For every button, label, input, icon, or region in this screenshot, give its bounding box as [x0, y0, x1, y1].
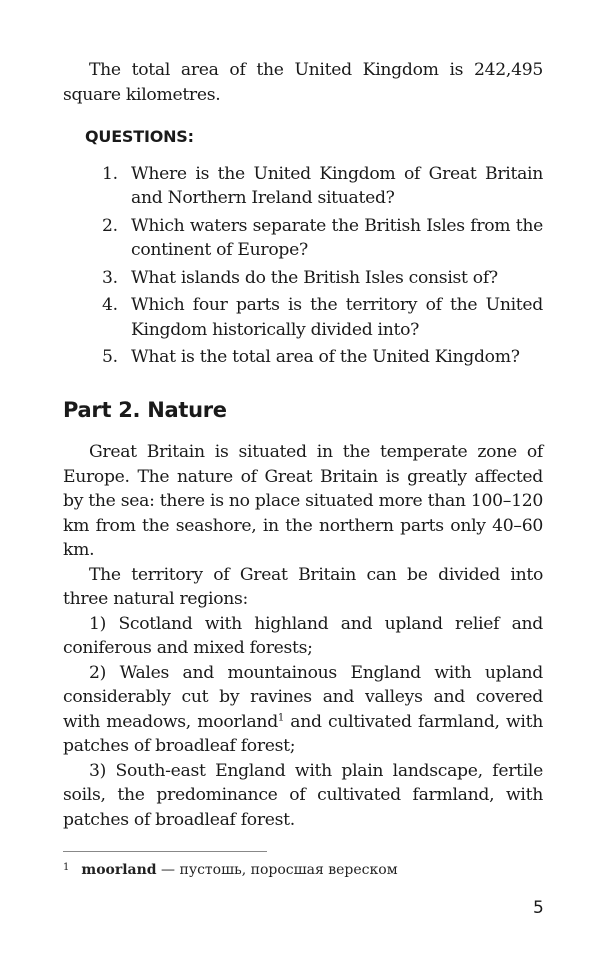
page-number: 5 — [533, 898, 544, 918]
region-item: 3) South-east England with plain landscape, fertile soils, the predominance of cultivated farmland, with patches of broadleaf forest. — [63, 760, 543, 830]
section-title: Part 2. Nature — [63, 397, 227, 422]
intro-paragraph: The total area of the United Kingdom is 242,495 square kilometres. — [63, 60, 543, 105]
footnote-mark: 1 — [63, 862, 70, 873]
page-body — [63, 58, 543, 832]
body-paragraph: The territory of Great Britain can be divided into three natural regions: — [63, 564, 543, 609]
questions-list — [63, 162, 543, 370]
region-item: 2) Wales and mountainous England with upland considerably cut by ravines and valleys and covered with meadows, moorland$^1$ and cultivated farmland, with patches of broadleaf forest; — [63, 662, 543, 756]
question-item: 1. Where is the United Kingdom of Great Britain and Northern Ireland situated? — [102, 163, 543, 208]
question-item: 3. What islands do the British Isles consist of? — [102, 267, 498, 288]
footnote-divider — [63, 851, 267, 852]
question-item: 4. Which four parts is the territory of the United Kingdom historically divided into? — [102, 295, 543, 340]
footnote-ref[interactable]: 1 — [277, 711, 284, 723]
question-item: 5. What is the total area of the United Kingdom? — [102, 347, 520, 367]
question-item: 2. Which waters separate the British Isles from the continent of Europe? — [102, 215, 543, 260]
footnote-definition: — пустошь, поросшая вереском — [156, 862, 398, 878]
footnote — [63, 862, 398, 878]
footnote-term: moorland — [81, 862, 157, 878]
body-paragraph: Great Britain is situated in the temperate zone of Europe. The nature of Great Britain is greatly affected by the sea: there is no place situated more than 100–120 km from the seashore, in the northern parts only 40–60 km. — [63, 442, 543, 560]
questions-heading: QUESTIONS: — [85, 127, 194, 146]
region-item: 1) Scotland with highland and upland relief and coniferous and mixed forests; — [63, 613, 543, 658]
